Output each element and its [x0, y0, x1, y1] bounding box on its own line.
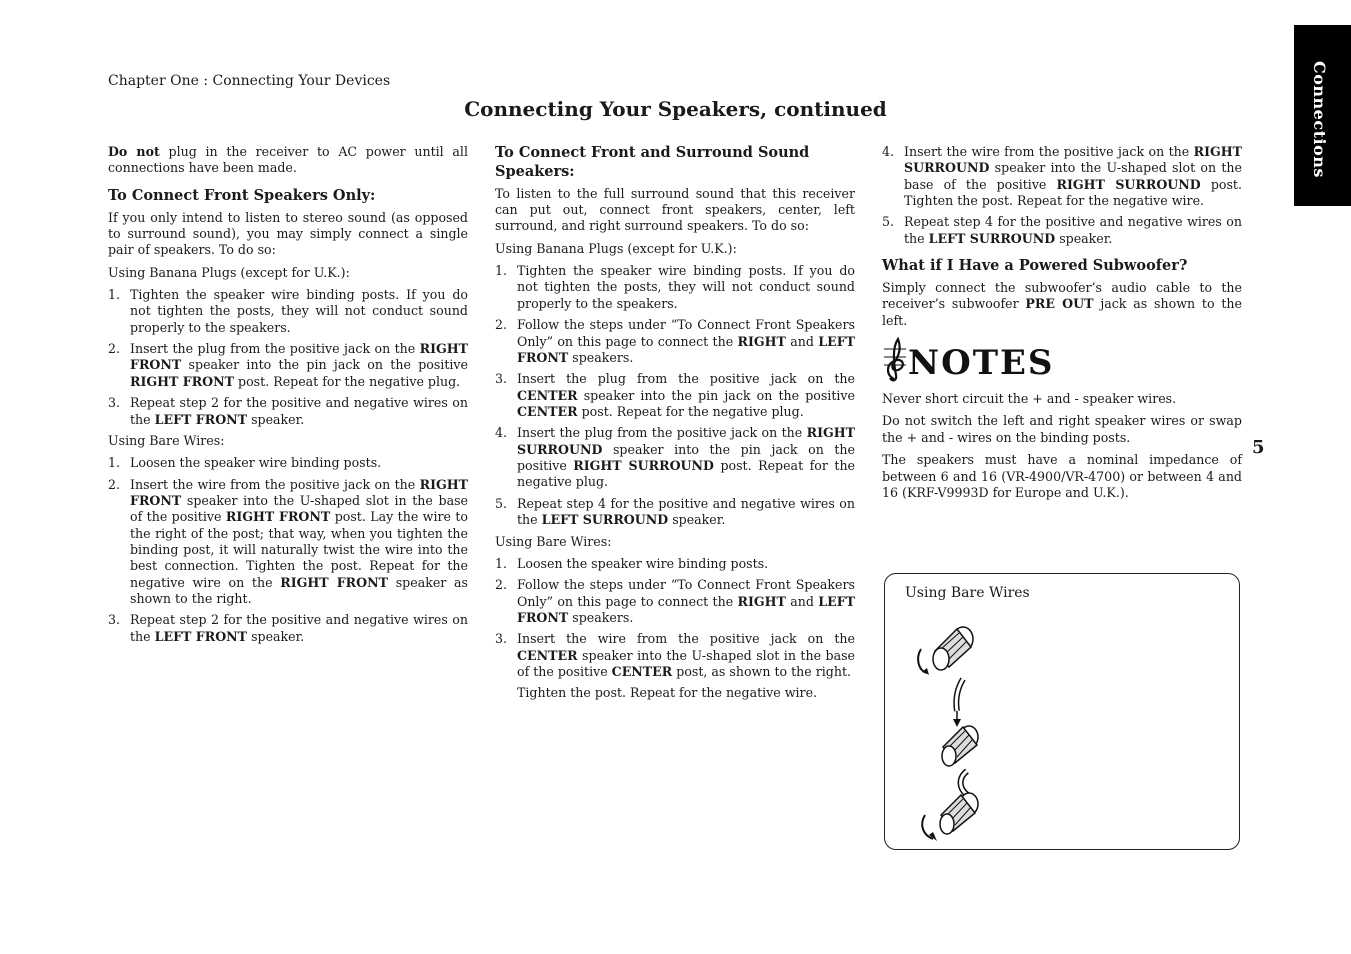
column-2	[495, 144, 855, 708]
list-item: 3. Repeat step 2 for the positive and negative wires on the LEFT FRONT speaker.	[108, 612, 468, 644]
treble-clef-icon	[882, 335, 1055, 384]
banana-steps	[108, 287, 468, 428]
column-3	[882, 144, 1242, 507]
bare-wire-steps	[108, 455, 468, 645]
list-item: 3. Insert the plug from the positive jack on the CENTER speaker into the pin jack on the positive CENTER post. Repeat for the negative plug.	[495, 371, 855, 419]
list-item: 2. Follow the steps under “To Connect Front Speakers Only” on this page to connect the RIGHT and LEFT FRONT speakers.	[495, 317, 856, 365]
page-number: 5	[1252, 437, 1265, 458]
banana-label: Using Banana Plugs (except for U.K.):	[108, 264, 350, 280]
bare-wires-figure	[884, 573, 1240, 850]
bare-wire-steps	[495, 556, 855, 681]
section-heading-front-surround: To Connect Front and Surround Sound Speakers:	[495, 144, 810, 180]
list-item: 3. Insert the wire from the positive jack on the CENTER speaker into the U-shaped slot in the base of the positive CENTER post, as shown to the right.	[495, 631, 855, 680]
section-heading-front-only: To Connect Front Speakers Only:	[108, 186, 376, 204]
notes-logo	[882, 335, 1242, 383]
binding-post-illustration	[905, 619, 1025, 844]
chapter-header: Chapter One : Connecting Your Devices	[108, 73, 391, 89]
binding-post-icon	[922, 771, 978, 841]
section-tab	[1294, 25, 1351, 206]
figure-title: Using Bare Wires	[905, 585, 1030, 601]
list-item: 1. Tighten the speaker wire binding posts. If you do not tighten the posts, they will not conduct sound properly to the speakers.	[495, 263, 855, 311]
power-warning: Do not plug in the receiver to AC power until all connections have been made.	[108, 144, 468, 176]
list-item: 5. Repeat step 4 for the positive and negative wires on the LEFT SURROUND speaker.	[495, 495, 855, 528]
list-item: 5. Repeat step 4 for the positive and negative wires on the LEFT SURROUND speaker.	[882, 214, 1242, 246]
note-item: Never short circuit the + and - speaker wires.	[882, 391, 1177, 407]
list-item: 1. Tighten the speaker wire binding posts. If you do not tighten the posts, they will not conduct sound properly to the speakers.	[108, 287, 468, 335]
banana-label: Using Banana Plugs (except for U.K.):	[495, 240, 737, 256]
list-item: 2. Follow the steps under “To Connect Front Speakers Only” on this page to connect the RIGHT and LEFT FRONT speakers.	[495, 577, 856, 625]
intro-text: If you only intend to listen to stereo sound (as opposed to surround sound), you may simply connect a single pair of speakers. To do so:	[108, 209, 468, 258]
binding-post-icon	[918, 627, 973, 675]
wire-insert-icon	[953, 679, 963, 727]
subwoofer-text: Simply connect the subwoofer’s audio cable to the receiver’s subwoofer PRE OUT jack as shown to the left.	[882, 280, 1243, 328]
list-item: 4. Insert the plug from the positive jack on the RIGHT SURROUND speaker into the pin jack on the positive RIGHT SURROUND post. Repeat for the negative plug.	[495, 425, 856, 490]
list-item: 3. Repeat step 2 for the positive and negative wires on the LEFT FRONT speaker.	[108, 395, 468, 427]
notes-logo-text: NOTES	[908, 343, 1055, 384]
surround-steps-continued	[882, 144, 1242, 247]
list-item: 2. Insert the plug from the positive jack on the RIGHT FRONT speaker into the pin jack on the positive RIGHT FRONT post. Repeat for the negative plug.	[108, 341, 468, 389]
section-tab-label: Connections	[1309, 61, 1329, 178]
note-item: The speakers must have a nominal impedance of between 6 and 16 (VR-4900/VR-4700) or between 4 and 16 (KRF-V9993D for Europe and U.K.).	[882, 452, 1242, 500]
tighten-note: Tighten the post. Repeat for the negative wire.	[517, 685, 818, 701]
list-item: 1. Loosen the speaker wire binding posts.	[108, 455, 382, 471]
section-heading-subwoofer: What if I Have a Powered Subwoofer?	[882, 257, 1188, 275]
bare-wires-label: Using Bare Wires:	[495, 533, 612, 549]
list-item: 1. Loosen the speaker wire binding posts.	[495, 555, 769, 571]
list-item: 4. Insert the wire from the positive jack on the RIGHT SURROUND speaker into the U-shaped slot on the base of the positive RIGHT SURROUND post. Tighten the post. Repeat for the negative wire.	[882, 144, 1242, 209]
list-item: 2. Insert the wire from the positive jack on the RIGHT FRONT speaker into the U-shaped slot in the base of the positive RIGHT FRONT post. Lay the wire to the right of the post; that way, when you tighten the binding post, it will naturally twist the wire into the best connection. Tighten the post. Repeat for the negative wire on the RIGHT FRONT speaker as shown to the right.	[108, 476, 468, 607]
banana-steps	[495, 263, 855, 528]
page-title: Connecting Your Speakers, continued	[464, 97, 887, 121]
note-item: Do not switch the left and right speaker wires or swap the + and - wires on the binding posts.	[882, 413, 1242, 445]
intro-text: To listen to the full surround sound that this receiver can put out, connect front speakers, center, left surround, and right surround speakers. To do so:	[495, 185, 855, 234]
bare-wires-label: Using Bare Wires:	[108, 432, 225, 448]
binding-post-icon	[942, 726, 978, 766]
column-1	[108, 144, 468, 650]
